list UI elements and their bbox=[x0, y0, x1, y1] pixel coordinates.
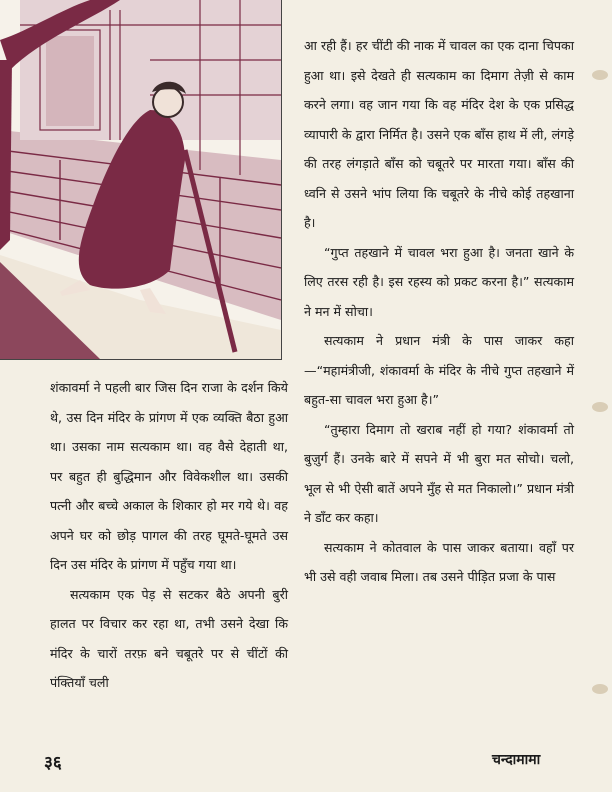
beggar-with-stick-illustration-icon bbox=[0, 0, 281, 359]
paragraph: शंकावर्मा ने पहली बार जिस दिन राजा के दर्शन किये थे, उस दिन मंदिर के प्रांगण में एक व्यक्ति बैठा हुआ था। उसका नाम सत्यकाम था। वह वैसे देहाती था, पर बहुत ही बुद्धिमान और विवेकशील था। उसकी पत्नी और बच्चे अकाल के शिकार हो मर गये थे। वह अपने घर को छोड़ पागल की तरह घूमते-घूमते उस दिन उस मंदिर के प्रांगण में पहुँच गया था। bbox=[50, 380, 288, 572]
left-column bbox=[50, 373, 288, 698]
illustration bbox=[0, 0, 282, 360]
paragraph: सत्यकाम ने कोतवाल के पास जाकर बताया। वहाँ पर भी उसे वही जवाब मिला। तब उसने पीड़ित प्रजा के पास bbox=[304, 539, 574, 584]
page-edge-mark-icon bbox=[592, 684, 608, 694]
magazine-name: चन्दामामा bbox=[492, 752, 541, 768]
paragraph: “तुम्हारा दिमाग तो खराब नहीं हो गया? शंकावर्मा तो बुज़ुर्ग हैं। उनके बारे में सपने में भी बुरा मत सोचो। चलो, भूल से भी ऐसी बातें अपने मुँह से मत निकालो।” प्रधान मंत्री ने डाँट कर कहा। bbox=[304, 421, 574, 525]
paragraph: आ रही हैं। हर चींटी की नाक में चावल का एक दाना चिपका हुआ था। इसे देखते ही सत्यकाम का दिमाग तेज़ी से काम करने लगा। वह जान गया कि वह मंदिर देश के एक प्रसिद्ध व्यापारी के द्वारा निर्मित है। उसने एक बाँस हाथ में ली, लंगड़े की तरह लंगड़ाते बाँस को चबूतरे पर मारता गया। बाँस की ध्वनि से उसने भांप लिया कि चबूतरे के नीचे कोई तहखाना है। bbox=[304, 38, 574, 230]
paragraph: सत्यकाम एक पेड़ से सटकर बैठे अपनी बुरी हालत पर विचार कर रहा था, तभी उसने देखा कि मंदिर के चारों तरफ़ बने चबूतरे पर से चींटों की पंक्तियाँ चली bbox=[50, 586, 288, 690]
page-number: ३६ bbox=[44, 753, 62, 773]
right-column bbox=[304, 31, 574, 592]
paragraph: सत्यकाम ने प्रधान मंत्री के पास जाकर कहा—“महामंत्रीजी, शंकावर्मा के मंदिर के नीचे गुप्त तहखाने में बहुत-सा चावल भरा हुआ है।” bbox=[304, 333, 574, 407]
page-edge-mark-icon bbox=[592, 402, 608, 412]
page-edge-mark-icon bbox=[592, 70, 608, 80]
paragraph: “गुप्त तहखाने में चावल भरा हुआ है। जनता खाने के लिए तरस रही है। इस रहस्य को प्रकट करना है।” सत्यकाम ने मन में सोचा। bbox=[304, 244, 574, 319]
